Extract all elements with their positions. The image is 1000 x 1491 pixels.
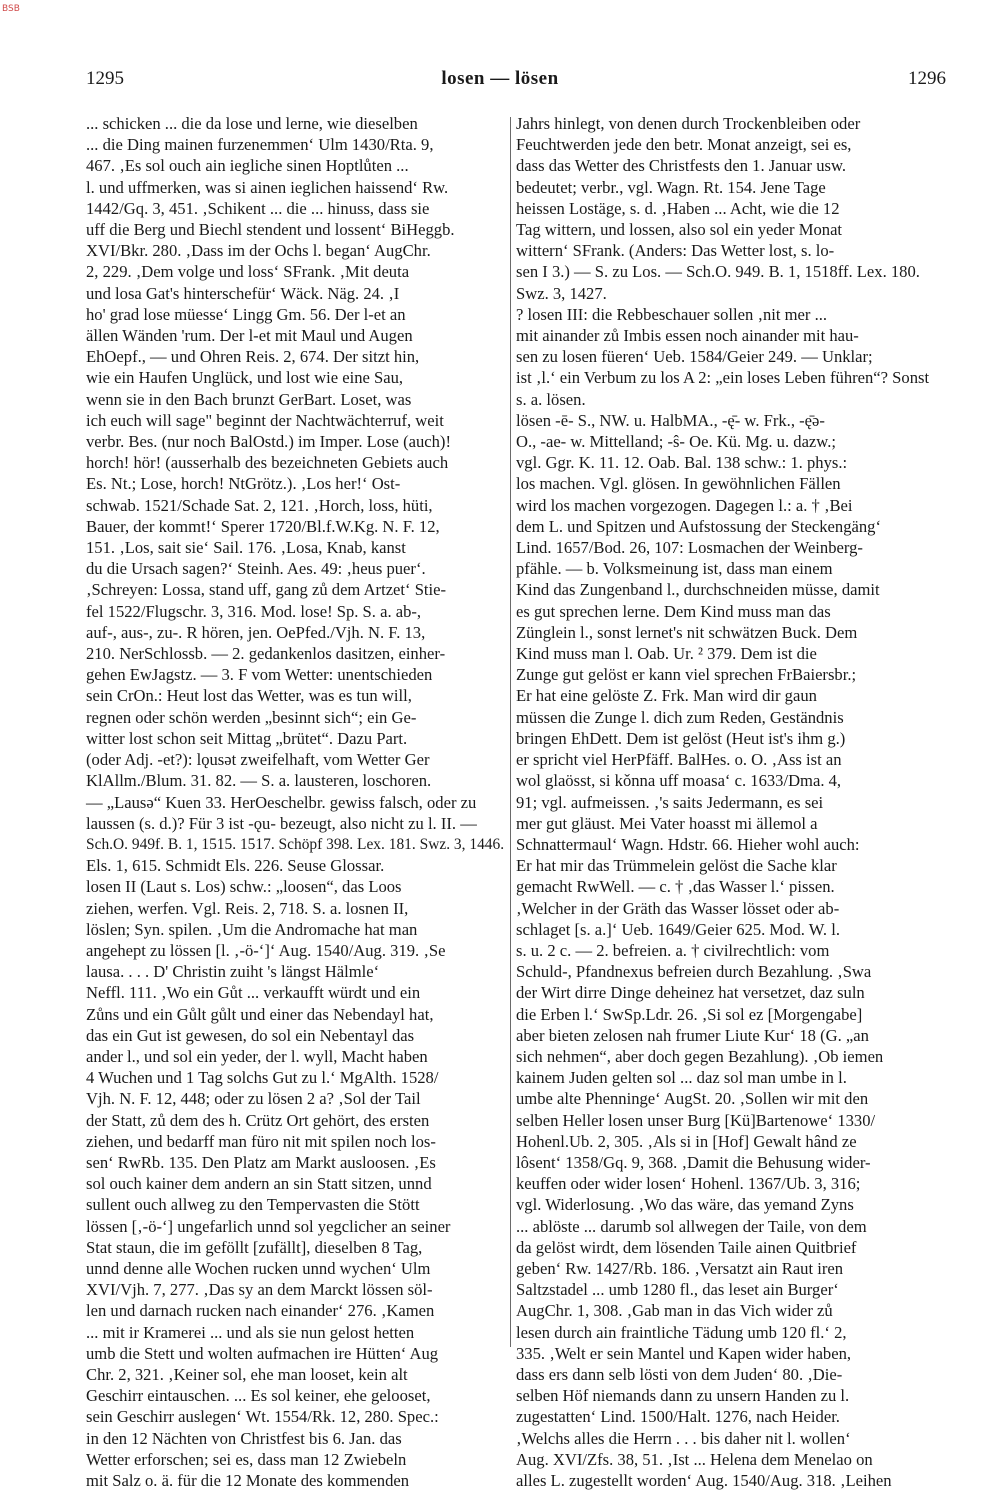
text-line: ich euch will sage" beginnt der Nachtwächterruf, weit [86, 410, 444, 430]
text-line: Chr. 2, 321. ‚Keiner sol, ehe man looset, kein alt [86, 1364, 408, 1384]
text-line: wol glaösst, si kǒnna uff moasa‘ c. 1633/Dma. 4, [516, 771, 842, 791]
text-line: 1442/Gq. 3, 451. ‚Schikent ... die ... hinuss, dass sie [86, 198, 430, 218]
text-line: 335. ‚Welt er sein Mantel und Kapen wider haben, [516, 1343, 852, 1363]
text-line: lesen durch ain fraintliche Tädung umb 120 fl.‘ 2, [516, 1322, 847, 1342]
text-line: Schuld-, Pfandnexus befreien durch Bezahlung. ‚Swa [516, 962, 872, 982]
text-line: Vjh. N. F. 12, 448; oder zu lösen 2 a? ‚Sol der Tail [86, 1089, 421, 1109]
text-line: lôsent‘ 1358/Gq. 9, 368. ‚Damit die Behusung wider- [516, 1152, 871, 1172]
text-line: vgl. Widerlosung. ‚Wo das wäre, das yemand Zyns [516, 1195, 854, 1215]
text-line: sol ouch kainer dem andern an sin Statt sitzen, unnd [86, 1174, 432, 1194]
text-line: ‚Schreyen: Lossa, stand uff, gang zů dem Artzet‘ Stie- [86, 580, 447, 600]
text-line: bringen EhDett. Dem ist gelöst (Heut ist's ihm g.) [516, 728, 846, 748]
column-divider [510, 117, 511, 1347]
text-line: ? losen III: die Rebbeschauer sollen ‚nit mer ... [516, 304, 828, 324]
text-line: ... schicken ... die da lose und lerne, wie dieselben [86, 114, 418, 133]
text-line: Kind das Zungenband l., durchschneiden müsse, damit [516, 580, 880, 600]
left-column [86, 113, 504, 1491]
text-line: wie ein Haufen Unglück, und lost wie eine Sau, [86, 368, 404, 388]
text-line: KlAllm./Blum. 31. 82. — S. a. lausteren, loschoren. [86, 771, 432, 791]
text-line: wird los machen vorgezogen. Dagegen l.: a. † ‚Bei [516, 495, 853, 515]
text-line: len und darnach rucken nach einander‘ 276. ‚Kamen [86, 1301, 435, 1321]
text-line: ... die Ding mainen furzenemmen‘ Ulm 1430/Rta. 9, [86, 135, 434, 155]
text-line: Jahrs hinlegt, von denen durch Trockenbleiben oder [516, 114, 861, 133]
text-line: ist ‚l.‘ ein Verbum zu los A 2: „ein loses Leben führen“? Sonst [516, 368, 930, 388]
text-line: XVI/Bkr. 280. ‚Dass im der Ochs l. began‘ AugChr. [86, 241, 431, 261]
text-line: 4 Wuchen und 1 Tag solchs Gut zu l.‘ MgAlth. 1528/ [86, 1068, 439, 1088]
text-line: umbe alte Phenninge‘ AugSt. 20. ‚Sollen wir mit den [516, 1089, 869, 1109]
right-column [516, 113, 945, 1491]
text-line: mit Salz o. ä. für die 12 Monate des kommenden [86, 1471, 410, 1490]
text-line: in den 12 Nächten von Christfest bis 6. Jan. das [86, 1428, 402, 1448]
text-line: 467. ‚Es sol ouch ain iegliche sinen Hoptlůten ... [86, 156, 409, 176]
text-line: XVI/Vjh. 7, 277. ‚Das sy an dem Marckt lössen söl- [86, 1280, 433, 1300]
text-line: mit ainander zů Imbis essen noch ainander mit hau- [516, 326, 859, 346]
text-line: dem L. und Spitzen und Aufstossung der Steckengäng‘ [516, 516, 882, 536]
text-line: verbr. Bes. (nur noch BalOstd.) im Imper. Lose (auch)! [86, 432, 451, 452]
text-line: Kind muss man l. Oab. Ur. ² 379. Dem ist die [516, 644, 817, 664]
text-line: witter lost schon seit Mittag „brütet“. Dazu Part. [86, 728, 408, 748]
text-line: Geschirr eintauschen. ... Es sol keiner, ehe gelooset, [86, 1386, 431, 1406]
text-line: es gut sprechen lerne. Dem Kind muss man das [516, 601, 831, 621]
text-line: laussen (s. d.)? Für 3 ist -ǫu- bezeugt, also nicht zu l. II. — [86, 813, 477, 833]
text-line: das ein Gut ist gewesen, do sol ein Nebentayl das [86, 1025, 415, 1045]
text-line: zugestatten‘ Lind. 1500/Halt. 1276, nach Heider. [516, 1407, 840, 1427]
text-line: Tag wittern, und lossen, also sol ein yeder Monat [516, 220, 843, 240]
text-line: vgl. Ggr. K. 11. 12. Oab. Bal. 138 schw.: 1. phys.: [516, 453, 848, 473]
text-line: Zůns und ein Gůlt gůlt und einer das Nebendayl hat, [86, 1004, 434, 1024]
page-number-right: 1296 [908, 68, 946, 89]
text-line: müssen die Zunge l. dich zum Reden, Geständnis [516, 707, 844, 727]
text-line: die Erben l.‘ SwSp.Ldr. 26. ‚Si sol ez [Morgengabe] [516, 1004, 863, 1024]
text-line: geben‘ Rw. 1427/Rb. 186. ‚Versatzt ain Raut iren [516, 1258, 844, 1278]
text-line: löslen; Syn. spilen. ‚Um die Andromache hat man [86, 919, 418, 939]
text-line: Els. 1, 615. Schmidt Els. 226. Seuse Glossar. [86, 856, 385, 876]
text-line: fel 1522/Flugschr. 3, 316. Mod. lose! Sp. S. a. ab-, [86, 601, 422, 621]
text-line: selben Höf niemands dann zu unsern Handen zu l. [516, 1386, 850, 1406]
text-line: du die Ursach sagen?‘ Steinh. Aes. 49: ‚heus puer‘. [86, 559, 426, 579]
text-line: wittern‘ SFrank. (Anders: Das Wetter lost, s. lo- [516, 241, 835, 261]
text-line: sen‘ RwRb. 135. Den Platz am Markt ausloosen. ‚Es [86, 1152, 436, 1172]
library-stamp: BSB [2, 4, 20, 14]
text-line: sein Geschirr auslegen‘ Wt. 1554/Rk. 12, 280. Spec.: [86, 1407, 439, 1427]
text-line: ‚Welcher in der Gräth das Wasser lösset oder ab- [516, 898, 840, 918]
text-line: lösen -ē- S., NW. u. HalbMA., -ę̄- w. Frk., -ę̄ə- [516, 410, 825, 430]
text-line: Er hat eine gelöste Z. Frk. Man wird dir gaun [516, 686, 817, 706]
text-line: horch! hör! (ausserhalb des bezeichneten Gebiets auch [86, 453, 449, 473]
text-line: O., -ae- w. Mittelland; -ŝ- Oe. Kü. Mg. u. dazw.; [516, 432, 836, 452]
page-header [0, 68, 1000, 92]
text-line: schlaget [s. a.]‘ Ueb. 1649/Geier 625. Mod. W. l. [516, 919, 840, 939]
text-line: dass das Wetter des Christfests den 1. Januar usw. [516, 156, 847, 176]
text-line: Wetter erforschen; sei es, dass man 12 Zwiebeln [86, 1449, 407, 1469]
text-line: gehen EwJagstz. — 3. F vom Wetter: unentschieden [86, 665, 433, 685]
text-line: Bauer, der kommt!‘ Sperer 1720/Bl.f.W.Kg. N. F. 12, [86, 516, 440, 536]
text-line: Lind. 1657/Bod. 26, 107: Losmachen der Weinberg- [516, 538, 863, 558]
text-line: ander l., und sol ein yeder, der l. wyll, Macht haben [86, 1046, 428, 1066]
page-number-left: 1295 [86, 68, 124, 89]
text-line: alles L. zugestellt worden‘ Aug. 1540/Aug. 318. ‚Leihen [516, 1471, 892, 1490]
text-line: Aug. XVI/Zfs. 38, 51. ‚Ist ... Helena dem Menelao on [516, 1449, 873, 1469]
text-line: bedeutet; verbr., vgl. Wagn. Rt. 154. Jene Tage [516, 177, 826, 197]
text-line: schwab. 1521/Schade Sat. 2, 121. ‚Horch, loss, hüti, [86, 495, 433, 515]
text-line: der Wirt dirre Dinge deheinez hat versetzet, daz suln [516, 983, 865, 1003]
text-line: 210. NerSchlossb. — 2. gedankenlos dasitzen, einher- [86, 644, 446, 664]
text-line: lössen [‚-ö-‘] ungefarlich unnd sol yegclicher an seiner [86, 1216, 451, 1236]
text-line: selben Heller losen unser Burg [Kü]Bartenowe‘ 1330/ [516, 1110, 876, 1130]
text-line: 2, 229. ‚Dem volge und loss‘ SFrank. ‚Mit deuta [86, 262, 410, 282]
text-line: pfähle. — b. Volksmeinung ist, dass man einem [516, 559, 833, 579]
text-line: ziehen, werfen. Vgl. Reis. 2, 718. S. a. losnen II, [86, 898, 409, 918]
text-line: Sch.O. 949f. B. 1, 1515. 1517. Schöpf 398. Lex. 181. Swz. 3, 1446. [86, 835, 505, 853]
text-line: ziehen, und bedarff man füro nit mit spilen noch los- [86, 1131, 436, 1151]
text-line: (oder Adj. -et?): lǫusət zweifelhaft, vom Wetter Ger [86, 750, 430, 770]
text-line: ‚Welchs alles die Herrn . . . bis daher nit l. wollen‘ [516, 1428, 851, 1448]
text-line: Schnattermaul‘ Wagn. Hdstr. 66. Hieher wohl auch: [516, 834, 860, 854]
text-line: keuffen oder wider losen‘ Hohenl. 1367/Ub. 3, 316; [516, 1174, 861, 1194]
text-line: sen zu losen füeren‘ Ueb. 1584/Geier 249. — Unklar; [516, 347, 873, 367]
text-line: sullent ouch allweg zu den Tempervasten die Stött [86, 1195, 420, 1215]
text-line: Hohenl.Ub. 2, 305. ‚Als si in [Hof] Gewalt hând ze [516, 1131, 857, 1151]
text-line: Saltzstadel ... umb 1280 fl., das leset ain Burger‘ [516, 1280, 839, 1300]
text-line: wenn sie in den Bach brunzt GerBart. Loset, was [86, 389, 412, 409]
text-line: Zünglein l., sonst lernet's nit schwätzen Buck. Dem [516, 622, 858, 642]
text-line: Swz. 3, 1427. [516, 283, 607, 303]
text-line: angehept zu lössen [l. ‚-ö-‘]‘ Aug. 1540/Aug. 319. ‚Se [86, 940, 446, 960]
text-line: ho' grad lose müesse‘ Lingg Gm. 56. Der l-et an [86, 304, 406, 324]
text-line: kainem Juden gelten sol ... daz sol man umbe in l. [516, 1068, 847, 1088]
text-line: AugChr. 1, 308. ‚Gab man in das Vich wider zů [516, 1301, 833, 1321]
text-line: lausa. . . . D' Christin zuiht 's längst Hälmle‘ [86, 962, 380, 982]
text-line: ... ablöste ... darumb sol allwegen der Taile, von dem [516, 1216, 867, 1236]
text-line: sen I 3.) — S. zu Los. — Sch.O. 949. B. 1, 1518ff. Lex. 180. [516, 262, 920, 282]
text-line: und losa Gat's hinterschefür‘ Wäck. Näg. 24. ‚I [86, 283, 400, 303]
text-line: Er hat mir das Trümmelein gelöst die Sache klar [516, 856, 837, 876]
text-line: Stat staun, die im geföllt [zufällt], dieselben 8 Tag, [86, 1237, 423, 1257]
text-line: losen II (Laut s. Los) schw.: „loosen“, das Loos [86, 877, 402, 897]
text-line: Feuchtwerden jede den betr. Monat anzeigt, sei es, [516, 135, 852, 155]
text-line: sich nehmen“, aber doch gegen Bezahlung). ‚Ob iemen [516, 1046, 884, 1066]
text-line: Zunge gut gelöst er kann viel sprechen FrBaiersbr.; [516, 665, 857, 685]
text-line: dass ers dann selb lösti von dem Juden‘ 80. ‚Die- [516, 1364, 843, 1384]
text-line: Es. Nt.; Lose, horch! NtGrötz.). ‚Los her!‘ Ost- [86, 474, 401, 494]
text-line: heissen Lostäge, s. d. ‚Haben ... Acht, wie die 12 [516, 198, 840, 218]
text-line: los machen. Vgl. glösen. In gewöhnlichen Fällen [516, 474, 841, 494]
text-line: mer gut gläust. Mei Vater hoasst mi ällemol a [516, 813, 818, 833]
text-line: unnd denne alle Wochen rucken unnd wychen‘ Ulm [86, 1258, 431, 1278]
text-line: 91; vgl. aufmeissen. ‚'s saits Jedermann, es sei [516, 792, 824, 812]
text-line: uff die Berg und Biechl stendent und lossent‘ BiHeggb. [86, 220, 455, 240]
text-line: da gelöst wirdt, dem lösenden Taile ainen Quitbrief [516, 1237, 857, 1257]
text-line: regnen oder schön werden „besinnt sich“; ein Ge- [86, 707, 417, 727]
text-line: s. a. lösen. [516, 389, 586, 409]
text-line: ällen Wänden 'rum. Der l-et mit Maul und Augen [86, 326, 413, 346]
text-line: l. und uffmerken, was si ainen ieglichen haissend‘ Rw. [86, 177, 449, 197]
text-line: — „Lausə“ Kuen 33. HerOeschelbr. gewiss falsch, oder zu [86, 792, 477, 812]
text-line: ... mit ir Kramerei ... und als sie nun gelost hetten [86, 1322, 415, 1342]
text-line: aber bieten zelosen nah frumer Liute Kur‘ 18 (G. „an [516, 1025, 869, 1045]
text-line: 151. ‚Los, sait sie‘ Sail. 176. ‚Losa, Knab, kanst [86, 538, 406, 558]
text-line: umb die Stett und wolten aufmachen ire Hütten‘ Aug [86, 1343, 439, 1363]
text-line: Neffl. 111. ‚Wo ein Gůt ... verkaufft würdt und ein [86, 983, 421, 1003]
text-line: gemacht RwWell. — c. † ‚das Wasser l.‘ pissen. [516, 877, 835, 897]
running-title: losen — lösen [441, 68, 559, 89]
text-line: EhOepf., — und Ohren Reis. 2, 674. Der sitzt hin, [86, 347, 420, 367]
text-line: der Statt, zů dem des h. Crütz Ort gehört, des ersten [86, 1110, 430, 1130]
text-line: sein CrOn.: Heut lost das Wetter, was es tun will, [86, 686, 412, 706]
text-line: auf-, aus-, zu-. R hören, jen. OePfed./Vjh. N. F. 13, [86, 622, 426, 642]
text-line: er spricht viel HerPfäff. BalHes. o. O. ‚Ass ist an [516, 750, 842, 770]
text-line: s. u. 2 c. — 2. befreien. a. † civilrechtlich: vom [516, 940, 830, 960]
